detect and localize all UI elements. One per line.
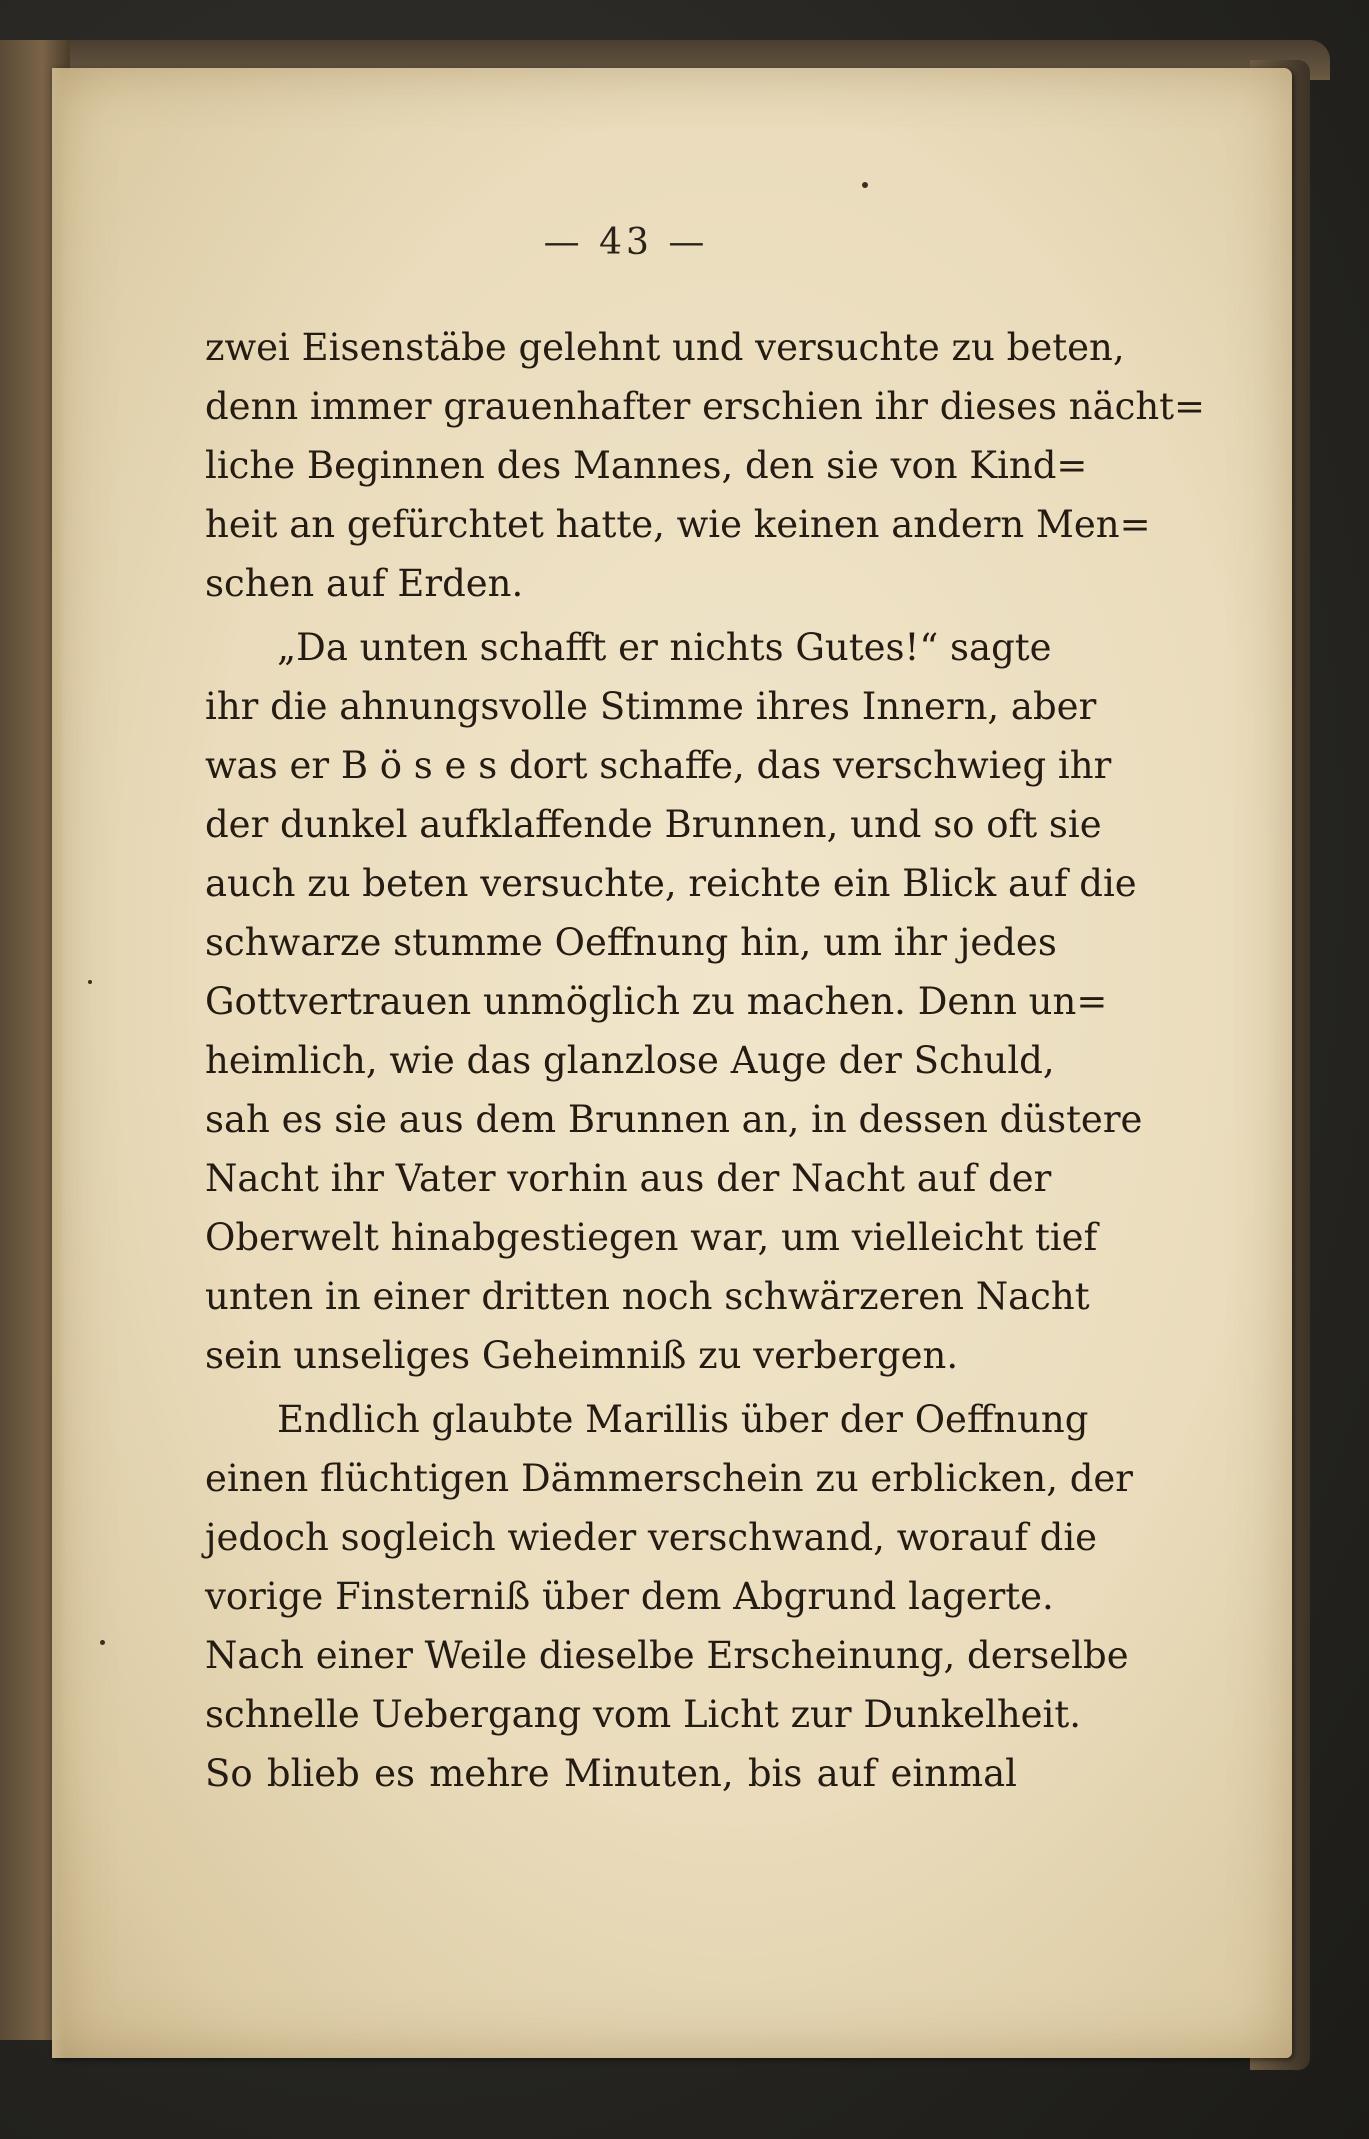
page-number: — 43 — bbox=[543, 222, 709, 263]
text-line: Gottvertrauen unmöglich zu machen. Denn un= bbox=[205, 980, 1108, 1023]
text-line: denn immer grauenhafter erschien ihr dieses nächt= bbox=[205, 385, 1206, 428]
paper-speck bbox=[862, 182, 868, 188]
text-line: sah es sie aus dem Brunnen an, in dessen düstere bbox=[205, 1098, 1143, 1141]
text-line: Endlich glaubte Marillis über der Oeffnung bbox=[277, 1398, 1089, 1441]
text-line: der dunkel aufklaffende Brunnen, und so oft sie bbox=[205, 803, 1102, 846]
text-line: schnelle Uebergang vom Licht zur Dunkelheit. bbox=[205, 1693, 1082, 1736]
text-line: heit an gefürchtet hatte, wie keinen andern Men= bbox=[205, 503, 1151, 546]
text-line: heimlich, wie das glanzlose Auge der Schuld, bbox=[205, 1039, 1055, 1082]
text-line: „Da unten schafft er nichts Gutes!“ sagte bbox=[277, 626, 1052, 669]
text-line: jedoch sogleich wieder verschwand, worauf die bbox=[205, 1516, 1098, 1559]
text-line: liche Beginnen des Mannes, den sie von Kind= bbox=[205, 444, 1088, 487]
paper-speck bbox=[100, 1640, 105, 1645]
text-line: Nach einer Weile dieselbe Erscheinung, derselbe bbox=[205, 1634, 1129, 1677]
page-gutter bbox=[52, 68, 66, 2058]
text-line: zwei Eisenstäbe gelehnt und versuchte zu beten, bbox=[205, 326, 1125, 369]
text-line: Nacht ihr Vater vorhin aus der Nacht auf der bbox=[205, 1157, 1052, 1200]
paper-speck bbox=[88, 980, 92, 984]
text-line: So blieb es mehre Minuten, bis auf einmal bbox=[205, 1752, 1017, 1795]
text-line: auch zu beten versuchte, reichte ein Blick auf die bbox=[205, 862, 1137, 905]
text-line: unten in einer dritten noch schwärzeren Nacht bbox=[205, 1275, 1090, 1318]
text-line: sein unseliges Geheimniß zu verbergen. bbox=[205, 1334, 959, 1377]
text-line: ihr die ahnungsvolle Stimme ihres Innern, aber bbox=[205, 685, 1097, 728]
text-line: schwarze stumme Oeffnung hin, um ihr jedes bbox=[205, 921, 1057, 964]
text-line: schen auf Erden. bbox=[205, 562, 524, 605]
text-line: was er B ö s e s dort schaffe, das verschwieg ihr bbox=[205, 744, 1112, 787]
text-line: vorige Finsterniß über dem Abgrund lagerte. bbox=[205, 1575, 1054, 1618]
text-line: Oberwelt hinabgestiegen war, um vielleicht tief bbox=[205, 1216, 1098, 1259]
text-line: einen flüchtigen Dämmerschein zu erblicken, der bbox=[205, 1457, 1133, 1500]
